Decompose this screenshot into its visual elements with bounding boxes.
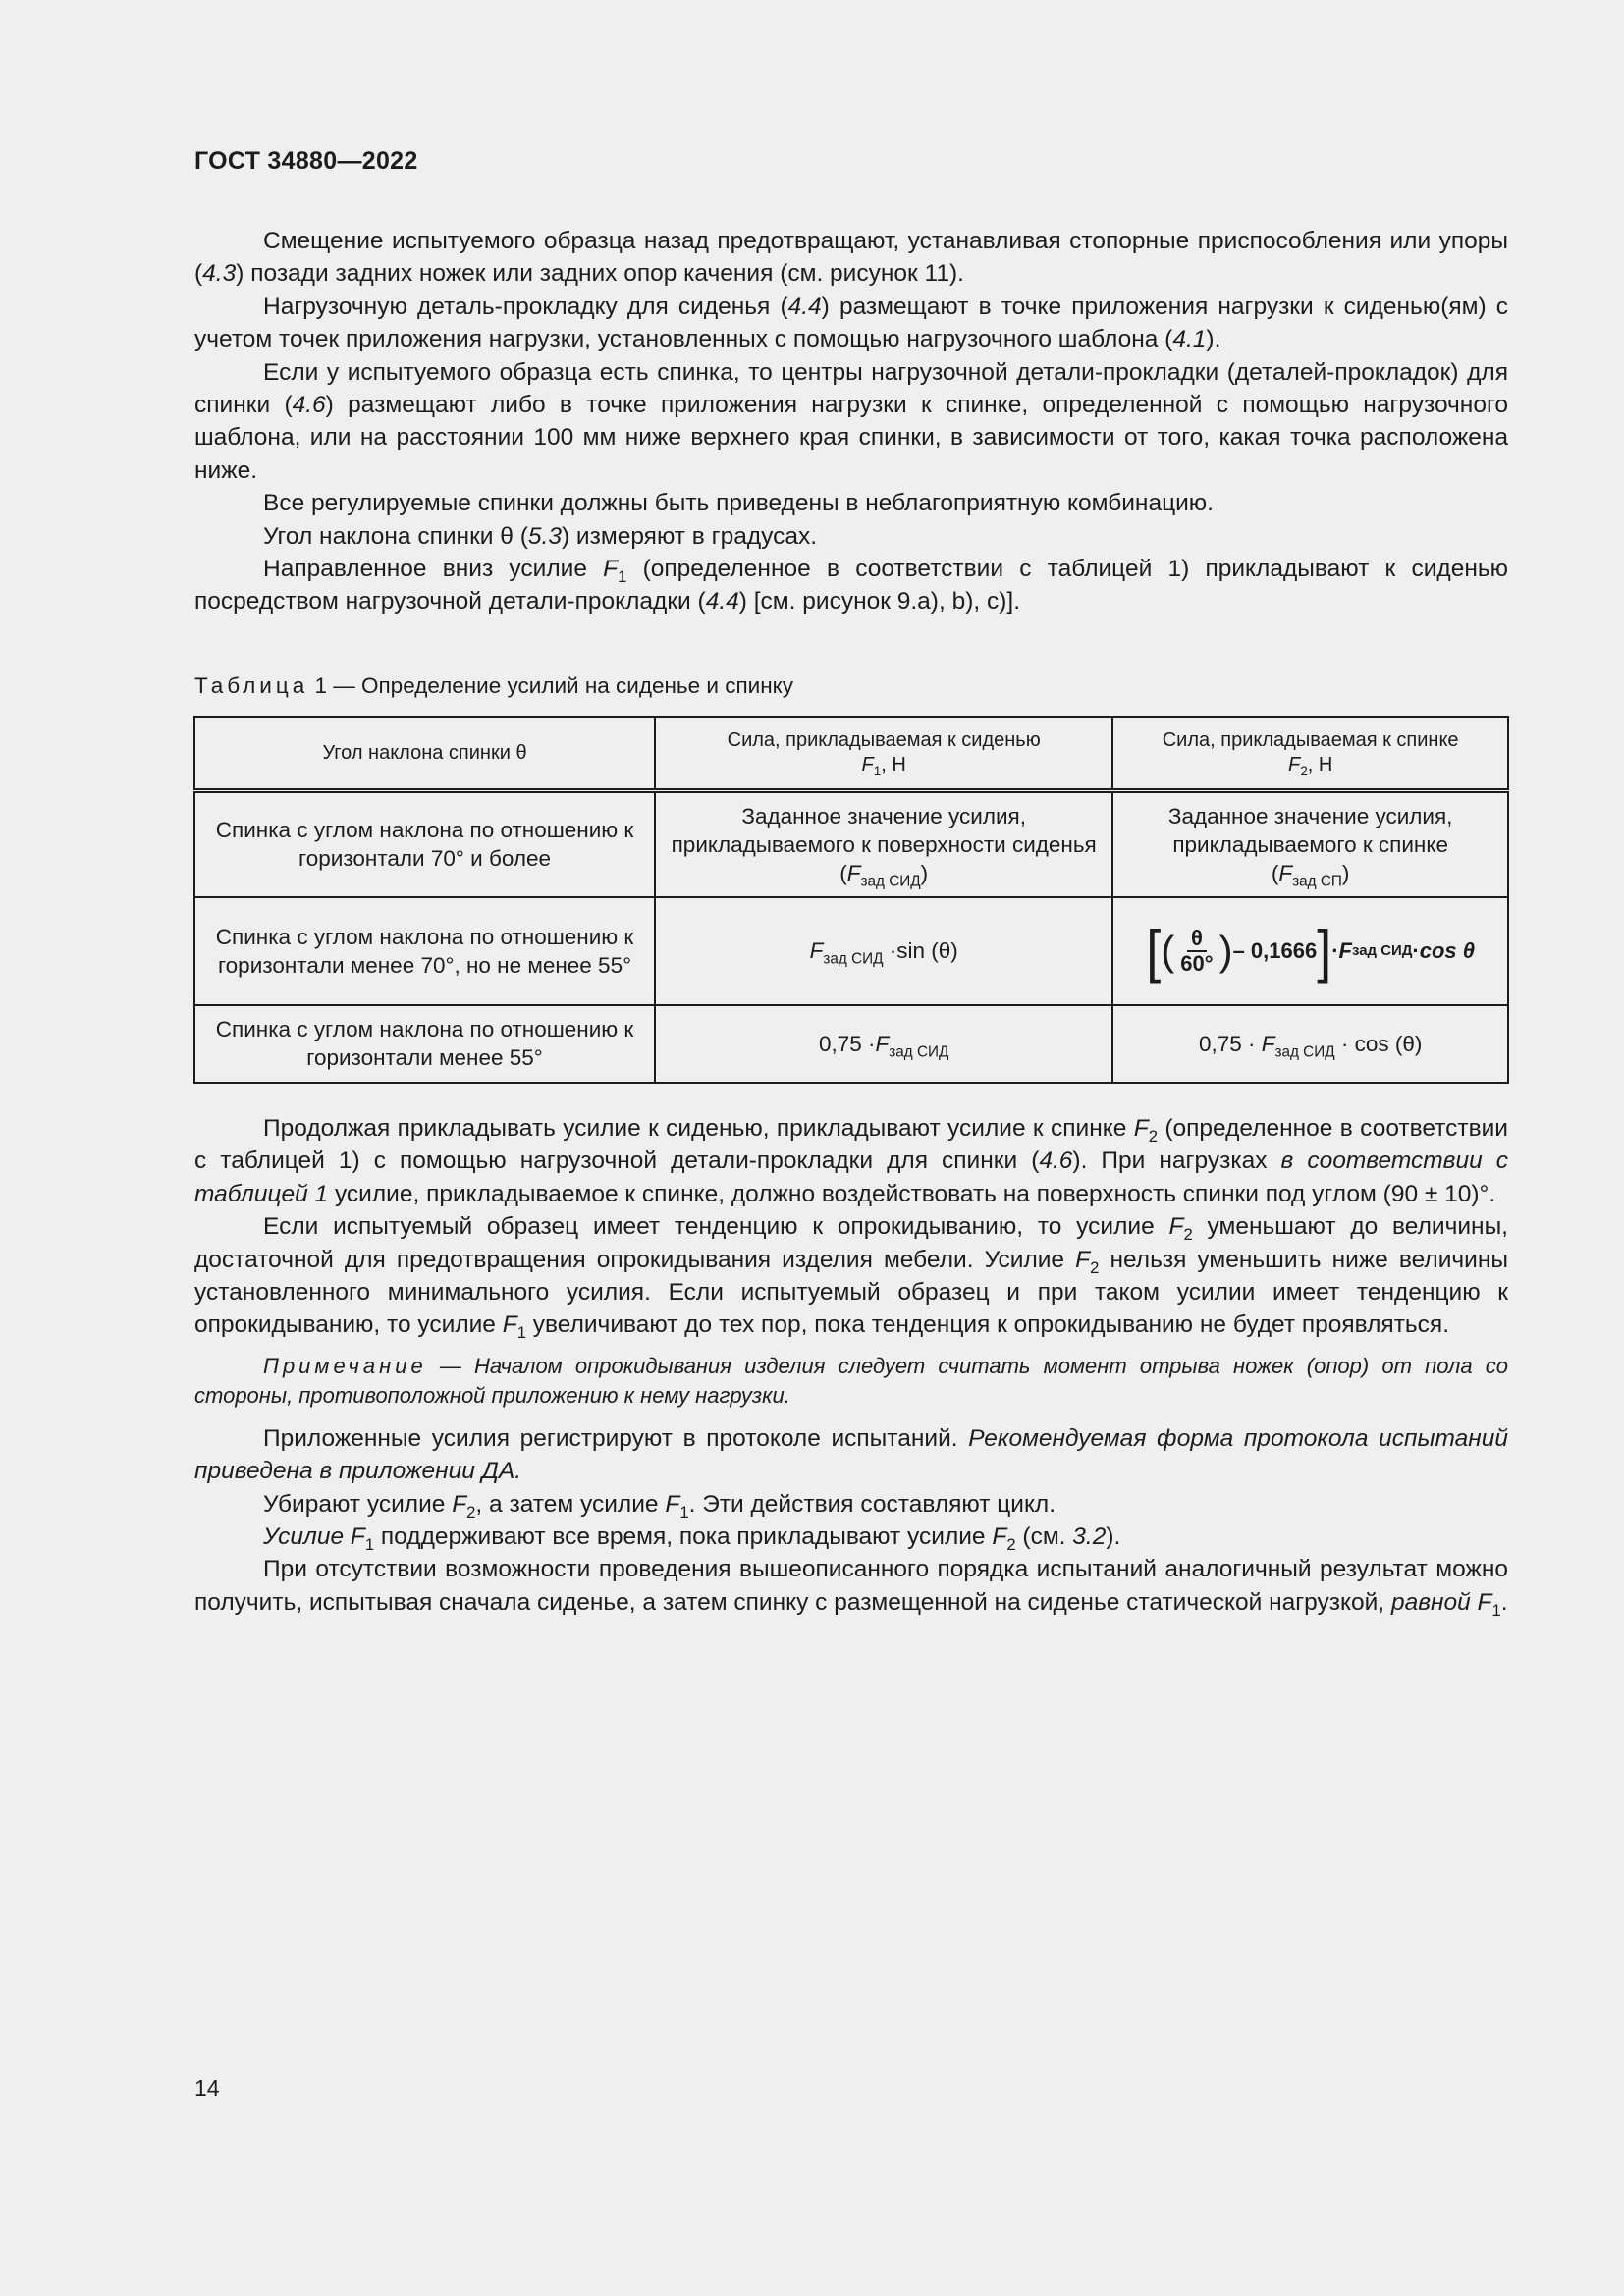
table-cell: $0,75 \cdot F_{зад СИД} \cdot \cos (\theta)$ xyxy=(1112,1005,1508,1083)
paragraph: Если у испытуемого образца есть спинка, то центры нагрузочной детали-прокладки (деталей-прокладок) для спинки (4.6) размещают либо в точке приложения нагрузки к спинке, определенной с помощью нагрузочного шаблона, или на расстоянии 100 мм ниже верхнего края спинки, в зависимости от того, какая точка расположена ниже. xyxy=(194,358,1508,484)
table-cell: Спинка с углом наклона по отношению к горизонтали 70° и более xyxy=(194,791,655,897)
paragraph: Нагрузочную деталь-прокладку для сиденья (4.4) размещают в точке приложения нагрузки к сиденью(ям) с учетом точек приложения нагрузки, установленных с помощью нагрузочного шаблона (4.1). xyxy=(194,293,1508,353)
paragraph: Угол наклона спинки θ (5.3) измеряют в градусах. xyxy=(263,522,818,550)
header-angle: Угол наклона спинки θ xyxy=(194,717,655,791)
formula-cell xyxy=(1112,897,1508,1005)
paragraph: Убирают усилие $F_2$, а затем усилие $F_1$. Эти действия составляют цикл. xyxy=(263,1490,1056,1522)
note: Примечание — Началом опрокидывания изделия следует считать момент отрыва ножек (опор) от пола со стороны, противоположной приложению к нему нагрузки. xyxy=(194,1353,1508,1408)
table-cell: $0,75 \cdot F_{зад СИД}$ xyxy=(655,1005,1112,1083)
body-text xyxy=(194,1112,1508,1619)
paragraph: При отсутствии возможности проведения вышеописанного порядка испытаний аналогичный результат можно получить, испытывая сначала сиденье, а затем спинку с размещенной на сиденье статической нагрузкой, равной $F_1$. xyxy=(194,1556,1508,1620)
backrest-formula: [ ( $\frac{\theta}{60^\circ}$ ) – 0,1666 ] · F зад СИД · cos θ xyxy=(1146,918,1476,984)
header-seat-force: Сила, прикладываемая к сиденью $F_1$, Н xyxy=(655,717,1112,791)
table-row xyxy=(194,1005,1508,1083)
table-cell: $F_{зад СИД} \cdot\sin$ (θ) xyxy=(655,897,1112,1005)
table-cell: Спинка с углом наклона по отношению к горизонтали менее 70°, но не менее 55° xyxy=(194,897,655,1005)
table-row xyxy=(194,791,1508,897)
page-number: 14 xyxy=(194,2075,220,2101)
paragraph: Усилие $F_1$ поддерживают все время, пока прикладывают усилие $F_2$ (см. 3.2). xyxy=(263,1523,1121,1554)
paragraph: Продолжая прикладывать усилие к сиденью, прикладывают усилие к спинке $F_2$ (определенное в соответствии с таблицей 1) с помощью нагрузочной детали-прокладки для спинки (4.6). При нагрузках в соответствии с таблицей 1 усилие, прикладываемое к спинке, должно воздействовать на поверхность спинки под углом (90 ± 10)°. xyxy=(194,1115,1508,1207)
table-cell: Заданное значение усилия, прикладываемого к поверхности сиденья $(F_{зад СИД})$ xyxy=(655,791,1112,897)
paragraph: Все регулируемые спинки должны быть приведены в неблагоприятную комбинацию. xyxy=(263,490,1214,517)
table-row xyxy=(194,897,1508,1005)
header-back-force: Сила, прикладываемая к спинке $F_2$, Н xyxy=(1112,717,1508,791)
table-header-row xyxy=(194,717,1508,791)
table-cell: Заданное значение усилия, прикладываемого к спинке $(F_{зад СП})$ xyxy=(1112,791,1508,897)
table-cell: Спинка с углом наклона по отношению к горизонтали менее 55° xyxy=(194,1005,655,1083)
forces-table xyxy=(193,716,1509,1084)
paragraph: Смещение испытуемого образца назад предотвращают, устанавливая стопорные приспособления или упоры (4.3) позади задних ножек или задних опор качения (см. рисунок 11). xyxy=(194,228,1508,288)
paragraph: Если испытуемый образец имеет тенденцию к опрокидыванию, то усилие $F_2$ уменьшают до величины, достаточной для предотвращения опрокидывания изделия мебели. Усилие $F_2$ нельзя уменьшить ниже величины установленного минимального усилия. Если испытуемый образец и при таком усилии имеет тенденцию к опрокидыванию, то усилие $F_1$ увеличивают до тех пор, пока тенденция к опрокидыванию не будет проявляться. xyxy=(194,1213,1508,1343)
table-caption: Таблица 1 — Определение усилий на сиденье и спинку xyxy=(194,673,794,698)
document-header: ГОСТ 34880—2022 xyxy=(194,147,418,175)
paragraph: Направленное вниз усилие $F_1$ (определенное в соответствии с таблицей 1) прикладывают к сиденью посредством нагрузочной детали-прокладки (4.4) [см. рисунок 9.а), b), c)]. xyxy=(194,556,1508,615)
paragraph: Приложенные усилия регистрируют в протоколе испытаний. Рекомендуемая форма протокола испытаний приведена в приложении ДА. xyxy=(194,1424,1508,1485)
intro-text xyxy=(194,225,1508,618)
